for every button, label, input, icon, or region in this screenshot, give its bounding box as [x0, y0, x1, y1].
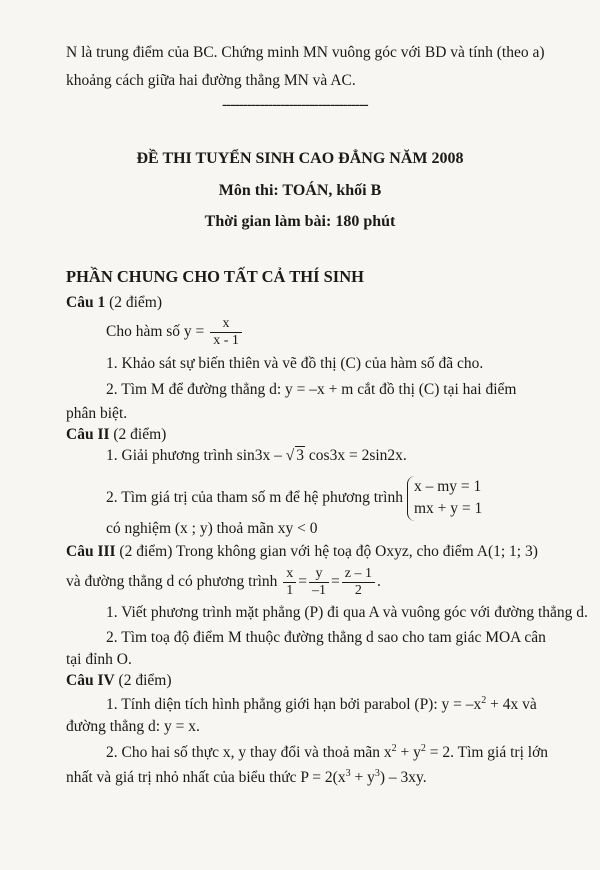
question-3-item-2a: 2. Tìm toạ độ điểm M thuộc đường thẳng d sao cho tam giác MOA cân [106, 629, 546, 646]
question-3-text: (2 điểm) Trong không gian với hệ toạ độ Oxyz, cho điểm A(1; 1; 3) [115, 543, 538, 560]
q4-item1-text-a: 1. Tính diện tích hình phẳng giới hạn bởi parabol (P): y = –x [106, 696, 482, 714]
question-4-item-2d [66, 768, 427, 786]
q3-frac-x-den: 1 [286, 583, 294, 599]
question-4-item-1c: đường thẳng d: y = x. [66, 718, 200, 735]
question-4-item-1 [106, 695, 537, 713]
separator: ----------------------------------- [222, 96, 368, 113]
question-1-label: Câu 1 [66, 294, 106, 311]
question-1-heading [66, 294, 162, 311]
q2-system-eq-1: x – my = 1 [413, 478, 482, 495]
q3-line2-text: và đường thẳng d có phương trình [66, 573, 278, 591]
q4-item2-exp-4: 3 [374, 768, 380, 779]
q4-item2-exp-3: 3 [345, 768, 351, 779]
q4-item2-text-c: = 2. Tìm giá trị lớn [425, 744, 549, 762]
question-1-item-2b: phân biệt. [66, 405, 128, 422]
q3-frac-y-num: y [309, 566, 329, 583]
question-4-points: (2 điểm) [114, 672, 172, 689]
question-1-item-2a: 2. Tìm M để đường thẳng d: y = –x + m cắt đồ thị (C) tại hai điểm [106, 381, 517, 398]
question-4-heading [66, 672, 172, 689]
q3-period: . [377, 573, 381, 591]
question-2-item-1: 1. Giải phương trình sin3x – √ 3 cos3x = 2sin2x. [106, 447, 407, 464]
q4-item1-exponent: 2 [481, 695, 487, 706]
q4-item2-exp-1: 2 [391, 743, 397, 754]
question-3-label: Câu III [66, 543, 116, 560]
q3-frac-z-num: z – 1 [342, 566, 375, 583]
question-2-item-2-end: có nghiệm (x ; y) thoả mãn xy < 0 [106, 520, 318, 537]
question-1-points: (2 điểm) [105, 294, 163, 311]
question-2-label: Câu II [66, 426, 110, 443]
q3-frac-z [342, 566, 375, 599]
exam-title: ĐỀ THI TUYỂN SINH CAO ĐẲNG NĂM 2008 [136, 150, 464, 167]
question-4-label: Câu IV [66, 672, 115, 689]
q1-frac-den: x - 1 [213, 333, 239, 349]
question-3-heading [66, 543, 538, 560]
q4-item2-text-f: ) – 3xy. [379, 769, 427, 787]
intro-line-1: N là trung điểm của BC. Chứng minh MN vuông góc với BD và tính (theo a) [66, 44, 545, 61]
q1-intro-text: Cho hàm số y = [106, 323, 209, 341]
exam-subject: Môn thi: TOÁN, khối B [218, 182, 382, 199]
question-2-points: (2 điểm) [109, 426, 167, 443]
q2-item1-text-b: cos3x = 2sin2x. [308, 447, 407, 464]
q2-item1-text-a: 1. Giải phương trình sin3x – [106, 447, 286, 464]
q3-frac-z-den: 2 [354, 583, 362, 599]
intro-line-2: khoảng cách giữa hai đường thẳng MN và AC. [66, 72, 356, 89]
q1-frac-num: x [210, 316, 242, 333]
question-3-line-2 [66, 566, 381, 599]
q1-fraction [210, 316, 242, 349]
q2-equation-system [407, 476, 482, 521]
q3-frac-x-num: x [283, 566, 296, 583]
q2-sqrt-value: 3 [296, 447, 305, 464]
question-2-item-2 [106, 476, 482, 521]
question-3-item-1: 1. Viết phương trình mặt phẳng (P) đi qua A và vuông góc với đường thẳng d. [106, 604, 588, 621]
question-3-item-2b: tại đỉnh O. [66, 651, 132, 668]
exam-time: Thời gian làm bài: 180 phút [204, 213, 396, 230]
q4-item2-text-a: 2. Cho hai số thực x, y thay đổi và thoả mãn x [106, 744, 392, 762]
q3-equals-1: = [298, 573, 308, 591]
q3-frac-y [309, 566, 329, 599]
q4-item2-text-b: + y [396, 744, 421, 762]
q3-equals-2: = [331, 573, 340, 591]
q4-item2-exp-2: 2 [420, 743, 426, 754]
q4-item2-text-e: + y [350, 769, 375, 787]
q4-item2-text-d: nhất và giá trị nhỏ nhất của biểu thức P = 2(x [66, 769, 346, 787]
q3-frac-x [283, 566, 296, 599]
question-1-intro [106, 316, 244, 349]
q2-system-eq-2: mx + y = 1 [413, 500, 483, 518]
question-1-item-1: 1. Khảo sát sự biến thiên và vẽ đồ thị (C) của hàm số đã cho. [106, 355, 484, 372]
section-title: PHẦN CHUNG CHO TẤT CẢ THÍ SINH [66, 267, 364, 286]
question-4-item-2 [106, 743, 548, 761]
q4-item1-text-b: + 4x và [486, 696, 537, 714]
question-2-heading [66, 426, 166, 443]
q3-frac-y-den: –1 [312, 583, 327, 599]
q2-item2-text: 2. Tìm giá trị của tham số m để hệ phương trình [106, 489, 403, 507]
